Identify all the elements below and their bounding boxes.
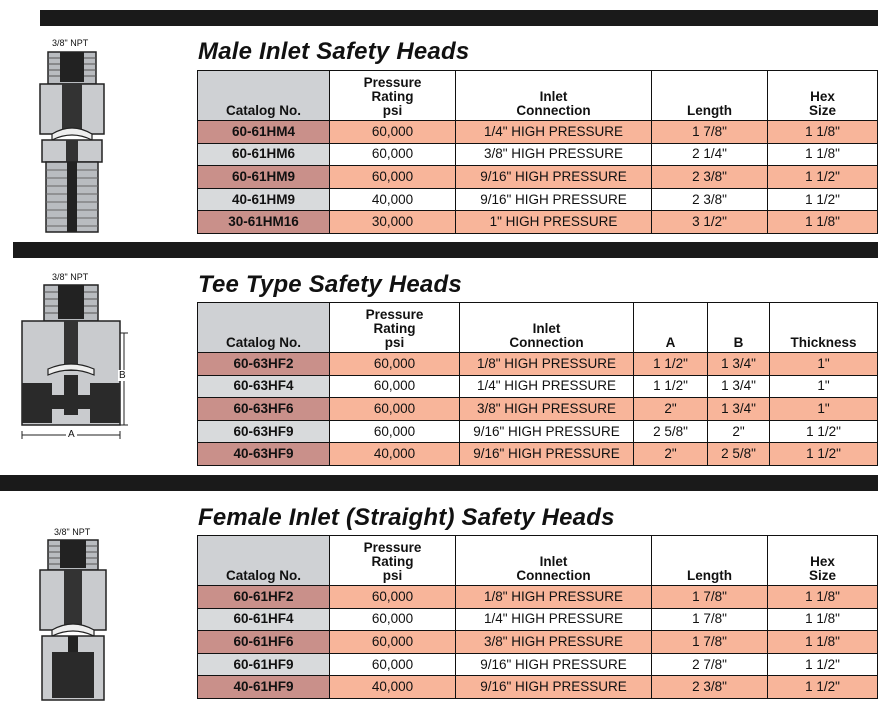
dimension-b: 1 3/4" bbox=[708, 353, 770, 376]
table-row bbox=[198, 676, 878, 699]
table-row bbox=[198, 631, 878, 654]
catalog-number: 60-63HF2 bbox=[198, 353, 330, 376]
column-header: Catalog No. bbox=[198, 303, 330, 353]
hex-size: 1 1/2" bbox=[768, 676, 878, 699]
female-inlet-safety-head-drawing bbox=[28, 538, 118, 704]
length: 1 7/8" bbox=[652, 631, 768, 654]
hex-size: 1 1/8" bbox=[768, 211, 878, 234]
section-divider-bar bbox=[0, 475, 878, 491]
pressure-rating: 60,000 bbox=[330, 121, 456, 144]
inlet-connection: 3/8" HIGH PRESSURE bbox=[456, 143, 652, 166]
inlet-connection: 1/4" HIGH PRESSURE bbox=[456, 608, 652, 631]
catalog-number: 60-61HF2 bbox=[198, 586, 330, 609]
dimension-a: 2" bbox=[634, 398, 708, 421]
male-inlet-safety-head-drawing bbox=[26, 50, 118, 235]
pressure-rating: 60,000 bbox=[330, 398, 460, 421]
table-row bbox=[198, 188, 878, 211]
pressure-rating: 60,000 bbox=[330, 653, 456, 676]
section-title-male-inlet: Male Inlet Safety Heads bbox=[198, 38, 470, 65]
pressure-rating: 30,000 bbox=[330, 211, 456, 234]
catalog-number: 40-61HM9 bbox=[198, 188, 330, 211]
length: 2 1/4" bbox=[652, 143, 768, 166]
table-row bbox=[198, 353, 878, 376]
catalog-number: 40-63HF9 bbox=[198, 443, 330, 466]
inlet-connection: 1/4" HIGH PRESSURE bbox=[460, 375, 634, 398]
pressure-rating: 60,000 bbox=[330, 353, 460, 376]
inlet-connection: 9/16" HIGH PRESSURE bbox=[456, 653, 652, 676]
inlet-connection: 3/8" HIGH PRESSURE bbox=[456, 631, 652, 654]
pressure-rating: 60,000 bbox=[330, 143, 456, 166]
catalog-number: 30-61HM16 bbox=[198, 211, 330, 234]
column-header: Length bbox=[652, 536, 768, 586]
column-header: Length bbox=[652, 71, 768, 121]
inlet-connection: 3/8" HIGH PRESSURE bbox=[460, 398, 634, 421]
column-header: Inlet Connection bbox=[456, 71, 652, 121]
hex-size: 1 1/8" bbox=[768, 121, 878, 144]
female-inlet-spec-table bbox=[197, 535, 878, 699]
table-row bbox=[198, 166, 878, 189]
catalog-number: 60-63HF6 bbox=[198, 398, 330, 421]
table-row bbox=[198, 586, 878, 609]
male-inlet-spec-table bbox=[197, 70, 878, 234]
inlet-connection: 9/16" HIGH PRESSURE bbox=[460, 420, 634, 443]
length: 2 3/8" bbox=[652, 188, 768, 211]
hex-size: 1 1/2" bbox=[768, 188, 878, 211]
thickness: 1" bbox=[770, 375, 878, 398]
table-row bbox=[198, 375, 878, 398]
table-row bbox=[198, 398, 878, 421]
section-title-tee-type: Tee Type Safety Heads bbox=[198, 271, 462, 298]
column-header: Thickness bbox=[770, 303, 878, 353]
hex-size: 1 1/8" bbox=[768, 608, 878, 631]
column-header: Inlet Connection bbox=[460, 303, 634, 353]
dimension-b: 1 3/4" bbox=[708, 375, 770, 398]
dimension-a: 2" bbox=[634, 443, 708, 466]
catalog-number: 60-63HF9 bbox=[198, 420, 330, 443]
table-row bbox=[198, 653, 878, 676]
column-header: Pressure Rating psi bbox=[330, 303, 460, 353]
column-header: Inlet Connection bbox=[456, 536, 652, 586]
table-row bbox=[198, 443, 878, 466]
catalog-number: 60-61HM4 bbox=[198, 121, 330, 144]
inlet-connection: 1" HIGH PRESSURE bbox=[456, 211, 652, 234]
hex-size: 1 1/2" bbox=[768, 653, 878, 676]
inlet-connection: 1/8" HIGH PRESSURE bbox=[456, 586, 652, 609]
pressure-rating: 60,000 bbox=[330, 586, 456, 609]
dimension-a: 2 5/8" bbox=[634, 420, 708, 443]
thickness: 1 1/2" bbox=[770, 443, 878, 466]
length: 1 7/8" bbox=[652, 121, 768, 144]
column-header: B bbox=[708, 303, 770, 353]
column-header: Hex Size bbox=[768, 536, 878, 586]
length: 2 3/8" bbox=[652, 676, 768, 699]
tee-type-safety-head-drawing bbox=[14, 283, 130, 443]
npt-label: 3/8" NPT bbox=[52, 38, 89, 48]
dimension-b: 2 5/8" bbox=[708, 443, 770, 466]
column-header: Hex Size bbox=[768, 71, 878, 121]
pressure-rating: 60,000 bbox=[330, 608, 456, 631]
hex-size: 1 1/8" bbox=[768, 143, 878, 166]
length: 1 7/8" bbox=[652, 608, 768, 631]
pressure-rating: 40,000 bbox=[330, 188, 456, 211]
column-header: Pressure Rating psi bbox=[330, 71, 456, 121]
section-divider-bar bbox=[13, 242, 878, 258]
pressure-rating: 60,000 bbox=[330, 166, 456, 189]
npt-label: 3/8" NPT bbox=[52, 272, 89, 282]
dimension-a: 1 1/2" bbox=[634, 353, 708, 376]
catalog-number: 40-61HF9 bbox=[198, 676, 330, 699]
thickness: 1 1/2" bbox=[770, 420, 878, 443]
hex-size: 1 1/8" bbox=[768, 586, 878, 609]
inlet-connection: 9/16" HIGH PRESSURE bbox=[460, 443, 634, 466]
catalog-number: 60-63HF4 bbox=[198, 375, 330, 398]
dimension-b: 1 3/4" bbox=[708, 398, 770, 421]
length: 3 1/2" bbox=[652, 211, 768, 234]
table-row bbox=[198, 143, 878, 166]
column-header: Catalog No. bbox=[198, 536, 330, 586]
catalog-number: 60-61HF9 bbox=[198, 653, 330, 676]
catalog-number: 60-61HM9 bbox=[198, 166, 330, 189]
pressure-rating: 60,000 bbox=[330, 375, 460, 398]
dimension-a-label: A bbox=[68, 429, 75, 440]
npt-label: 3/8" NPT bbox=[54, 527, 91, 537]
tee-type-spec-table bbox=[197, 302, 878, 466]
column-header: Catalog No. bbox=[198, 71, 330, 121]
pressure-rating: 60,000 bbox=[330, 420, 460, 443]
hex-size: 1 1/2" bbox=[768, 166, 878, 189]
inlet-connection: 9/16" HIGH PRESSURE bbox=[456, 166, 652, 189]
table-row bbox=[198, 211, 878, 234]
length: 2 3/8" bbox=[652, 166, 768, 189]
inlet-connection: 9/16" HIGH PRESSURE bbox=[456, 188, 652, 211]
section-title-female-inlet: Female Inlet (Straight) Safety Heads bbox=[198, 504, 615, 531]
column-header: A bbox=[634, 303, 708, 353]
inlet-connection: 1/4" HIGH PRESSURE bbox=[456, 121, 652, 144]
pressure-rating: 40,000 bbox=[330, 443, 460, 466]
hex-size: 1 1/8" bbox=[768, 631, 878, 654]
length: 1 7/8" bbox=[652, 586, 768, 609]
thickness: 1" bbox=[770, 398, 878, 421]
inlet-connection: 1/8" HIGH PRESSURE bbox=[460, 353, 634, 376]
length: 2 7/8" bbox=[652, 653, 768, 676]
catalog-number: 60-61HM6 bbox=[198, 143, 330, 166]
table-row bbox=[198, 420, 878, 443]
pressure-rating: 40,000 bbox=[330, 676, 456, 699]
dimension-a: 1 1/2" bbox=[634, 375, 708, 398]
column-header: Pressure Rating psi bbox=[330, 536, 456, 586]
section-divider-bar bbox=[40, 10, 878, 26]
catalog-number: 60-61HF4 bbox=[198, 608, 330, 631]
thickness: 1" bbox=[770, 353, 878, 376]
pressure-rating: 60,000 bbox=[330, 631, 456, 654]
table-row bbox=[198, 608, 878, 631]
table-row bbox=[198, 121, 878, 144]
dimension-b-label: B bbox=[119, 370, 126, 381]
inlet-connection: 9/16" HIGH PRESSURE bbox=[456, 676, 652, 699]
dimension-b: 2" bbox=[708, 420, 770, 443]
catalog-number: 60-61HF6 bbox=[198, 631, 330, 654]
